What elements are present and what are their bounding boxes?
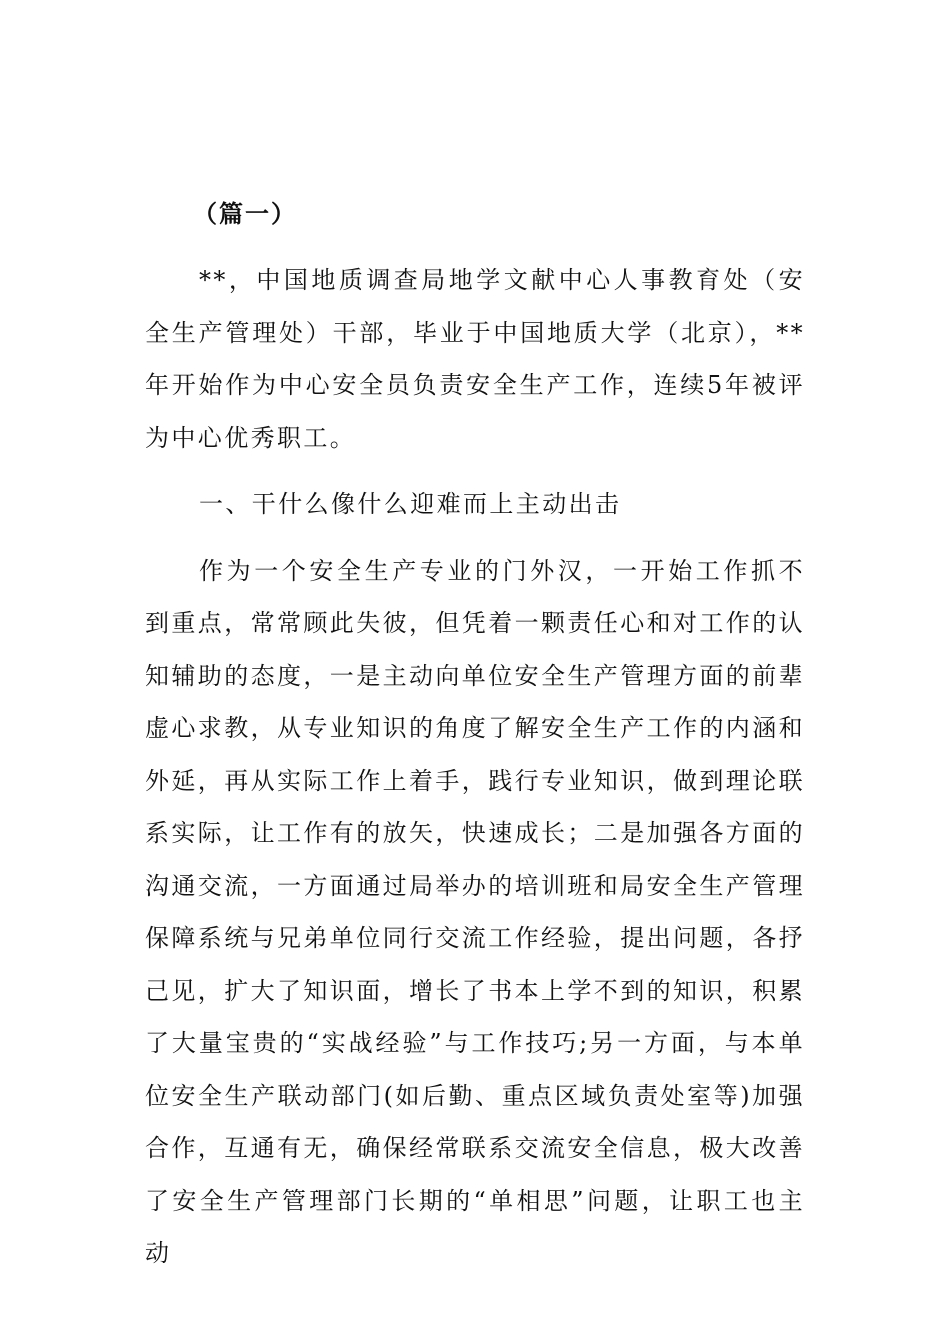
- section-body-paragraph: 作为一个安全生产专业的门外汉，一开始工作抓不到重点，常常顾此失彼，但凭着一颗责任心和对工作的认知辅助的态度，一是主动向单位安全生产管理方面的前辈虚心求教，从专业知识的角度了解安全生产工作的内涵和外延，再从实际工作上着手，践行专业知识，做到理论联系实际，让工作有的放矢，快速成长；二是加强各方面的沟通交流，一方面通过局举办的培训班和局安全生产管理保障系统与兄弟单位同行交流工作经验，提出问题，各抒己见，扩大了知识面，增长了书本上学不到的知识，积累了大量宝贵的“实战经验”与工作技巧;另一方面，与本单位安全生产联动部门(如后勤、重点区域负责处室等)加强合作，互通有无，确保经常联系交流安全信息，极大改善了安全生产管理部门长期的“单相思”问题，让职工也主动: [145, 556, 805, 1267]
- section-title: 一、干什么像什么迎难而上主动出击: [199, 490, 622, 518]
- document-body: [145, 188, 805, 1280]
- document-heading: （篇一）: [193, 199, 297, 228]
- intro-paragraph: **，中国地质调查局地学文献中心人事教育处（安全生产管理处）干部，毕业于中国地质大学（北京），**年开始作为中心安全员负责安全生产工作，连续5年被评为中心优秀职工。: [145, 266, 805, 452]
